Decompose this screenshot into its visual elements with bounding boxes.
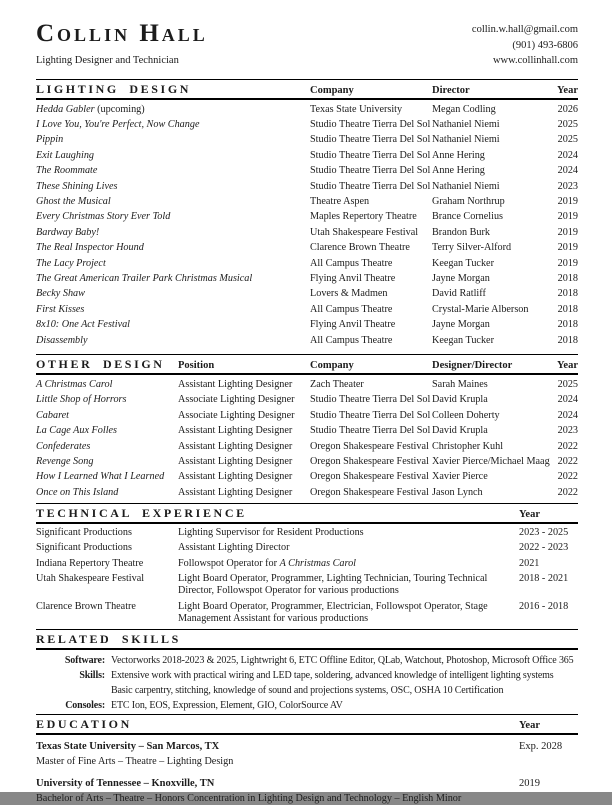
year-cell: 2018 xyxy=(557,319,578,331)
director-cell: Jayne Morgan xyxy=(432,272,490,284)
description-text: Assistant Lighting Director xyxy=(178,542,290,554)
table-row xyxy=(36,333,578,348)
skills-row xyxy=(36,684,578,697)
contact-block xyxy=(472,20,578,69)
column-header-year: Year xyxy=(519,509,540,521)
company-cell: Studio Theatre Tierra Del Sol xyxy=(310,180,431,192)
technical-experience-section xyxy=(36,503,578,626)
table-row xyxy=(36,194,578,209)
designer-director-cell: David Krupla xyxy=(432,394,488,406)
show-title: The Great American Trailer Park Christmas Musical xyxy=(36,272,253,284)
section-title-related-skills: RELATED SKILLS xyxy=(36,631,181,646)
company-cell: Flying Anvil Theatre xyxy=(310,272,396,284)
table-row xyxy=(36,102,578,117)
degree-text: Master of Fine Arts – Theatre – Lighting Design xyxy=(36,755,234,767)
column-header-year: Year xyxy=(519,719,540,731)
description-text: Light Board Operator, Programmer, Lighting Technician, Touring Technical Director, Followspot Operator for various productions xyxy=(178,572,488,597)
show-title: The Real Inspector Hound xyxy=(36,242,144,254)
table-row xyxy=(36,163,578,178)
institution-name: Texas State University – San Marcos, TX xyxy=(36,740,220,752)
show-note: (upcoming) xyxy=(94,103,145,115)
section-title-technical-experience: TECHNICAL EXPERIENCE xyxy=(36,506,247,521)
director-cell: Keegan Tucker xyxy=(432,257,494,269)
skills-label xyxy=(36,684,105,697)
show-title-cell xyxy=(36,286,310,301)
table-row xyxy=(36,148,578,163)
lighting-design-table xyxy=(36,100,578,349)
related-skills-header-row xyxy=(36,629,578,650)
designer-director-cell: David Krupla xyxy=(432,425,488,437)
table-row xyxy=(36,542,578,555)
table-row xyxy=(36,179,578,194)
company-cell: Theatre Aspen xyxy=(310,195,370,207)
table-row xyxy=(36,485,578,500)
director-cell: Crystal-Marie Alberson xyxy=(432,303,529,315)
table-row xyxy=(36,132,578,147)
position-cell: Assistant Lighting Designer xyxy=(178,379,293,390)
position-cell: Associate Lighting Designer xyxy=(178,394,295,406)
related-skills-section xyxy=(36,629,578,712)
show-title: Pippin xyxy=(36,134,64,146)
description-text: Lighting Supervisor for Resident Productions xyxy=(178,527,364,539)
description-text: Followspot Operator for xyxy=(178,557,280,569)
column-header-company: Company xyxy=(310,360,354,371)
show-title: The Roommate xyxy=(36,165,98,177)
year-cell: 2018 - 2021 xyxy=(519,572,569,584)
skills-text: Extensive work with practical wiring and LED tape, soldering, advanced knowledge of intelligent lighting systems xyxy=(111,669,554,681)
director-cell: Megan Codling xyxy=(432,103,496,115)
description-cell xyxy=(178,573,519,598)
year-cell: 2023 xyxy=(557,180,578,192)
contact-phone: (901) 493-6806 xyxy=(512,39,578,51)
show-title-cell xyxy=(36,117,310,132)
skills-row xyxy=(36,669,578,682)
contact-email: collin.w.hall@gmail.com xyxy=(471,24,578,35)
table-row xyxy=(36,209,578,224)
description-text: Light Board Operator, Programmer, Electrician, Followspot Operator, Stage Management Assistant for various productions xyxy=(178,600,488,625)
company-cell: Utah Shakespeare Festival xyxy=(310,226,419,238)
table-row xyxy=(36,601,578,626)
company-cell: Clarence Brown Theatre xyxy=(310,242,410,254)
company-cell: Oregon Shakespeare Festival xyxy=(310,440,429,452)
show-title-cell xyxy=(36,225,310,240)
table-row xyxy=(36,256,578,271)
company-cell: Oregon Shakespeare Festival xyxy=(310,456,429,468)
education-list xyxy=(36,735,578,805)
education-entry xyxy=(36,777,578,805)
year-cell: 2019 xyxy=(557,226,578,238)
year-cell: 2024 xyxy=(557,394,578,406)
year-cell: 2023 - 2025 xyxy=(519,527,569,539)
column-header-year: Year xyxy=(557,84,578,96)
venue-cell: Significant Productions xyxy=(36,527,132,539)
institution-name: University of Tennessee – Knoxville, TN xyxy=(36,777,215,789)
venue-cell: Clarence Brown Theatre xyxy=(36,600,136,612)
director-cell: David Ratliff xyxy=(432,288,486,300)
show-title-cell xyxy=(36,179,310,194)
technical-experience-table xyxy=(36,524,578,626)
show-title: Becky Shaw xyxy=(36,288,85,300)
year-cell: 2024 xyxy=(557,165,578,177)
year-cell: 2019 xyxy=(557,195,578,207)
education-entry xyxy=(36,740,578,768)
section-title-education: EDUCATION xyxy=(36,716,132,731)
venue-cell: Indiana Repertory Theatre xyxy=(36,557,144,569)
show-title-cell: Cabaret xyxy=(36,409,70,421)
description-show-title: A Christmas Carol xyxy=(279,557,357,569)
year-cell: 2024 xyxy=(557,149,578,161)
description-cell xyxy=(178,601,519,626)
column-header-director: Director xyxy=(432,84,470,96)
year-cell: 2024 xyxy=(557,409,578,421)
designer-director-cell: Xavier Pierce xyxy=(432,471,488,483)
show-title-cell xyxy=(36,163,310,178)
education-header-row xyxy=(36,714,578,735)
year-cell: 2019 xyxy=(557,242,578,254)
show-title-cell xyxy=(36,132,310,147)
technical-experience-header-row xyxy=(36,503,578,524)
show-title: Ghost the Musical xyxy=(36,195,111,207)
table-row xyxy=(36,317,578,332)
company-cell: Studio Theatre Tierra Del Sol xyxy=(310,149,431,161)
director-cell: Brandon Burk xyxy=(432,226,491,238)
company-cell: Studio Theatre Tierra Del Sol xyxy=(310,134,431,146)
show-title-cell: Confederates xyxy=(36,440,91,452)
show-title-cell xyxy=(36,240,310,255)
table-row xyxy=(36,558,578,571)
show-title: Bardway Baby! xyxy=(36,226,100,238)
year-cell: 2019 xyxy=(557,257,578,269)
company-cell: Studio Theatre Tierra Del Sol xyxy=(310,394,431,406)
designer-director-cell: Xavier Pierce/Michael Maag xyxy=(432,456,550,468)
position-cell: Assistant Lighting Designer xyxy=(178,425,293,437)
venue-cell: Significant Productions xyxy=(36,542,132,554)
table-row xyxy=(36,240,578,255)
company-cell: Maples Repertory Theatre xyxy=(310,211,417,223)
skills-text: ETC Ion, EOS, Expression, Element, GIO, ColorSource AV xyxy=(111,699,343,711)
show-title: Hedda Gabler xyxy=(36,103,95,115)
show-title-cell: Revenge Song xyxy=(36,456,94,468)
director-cell: Brance Cornelius xyxy=(432,211,504,223)
person-name: Collin Hall xyxy=(36,20,208,47)
column-header-position: Position xyxy=(178,360,215,371)
other-design-table xyxy=(36,375,578,500)
table-row xyxy=(36,117,578,132)
show-title: 8x10: One Act Festival xyxy=(36,319,131,331)
description-cell xyxy=(178,527,519,540)
degree-text: Bachelor of Arts – Theatre – Honors Concentration in Lighting Design and Technology – English Minor xyxy=(36,792,462,804)
show-title: The Lacy Project xyxy=(36,257,106,269)
position-cell: Assistant Lighting Designer xyxy=(178,440,293,452)
show-title: I Love You, You're Perfect, Now Change xyxy=(36,118,200,130)
show-title-cell xyxy=(36,271,310,286)
table-row xyxy=(36,408,578,423)
company-cell: Lovers & Madmen xyxy=(310,288,388,300)
identity-block xyxy=(36,20,208,66)
designer-director-cell: Sarah Maines xyxy=(432,379,488,390)
year-cell: 2016 - 2018 xyxy=(519,600,569,612)
related-skills-list xyxy=(36,650,578,712)
show-title: These Shining Lives xyxy=(36,180,118,192)
column-header-company: Company xyxy=(310,84,354,96)
position-cell: Assistant Lighting Designer xyxy=(178,486,293,498)
table-row xyxy=(36,469,578,484)
table-row xyxy=(36,439,578,454)
director-cell: Nathaniel Niemi xyxy=(432,180,500,192)
show-title: Exit Laughing xyxy=(36,149,95,161)
column-header-year: Year xyxy=(557,360,578,371)
skills-label: Skills: xyxy=(79,669,105,681)
show-title-cell: La Cage Aux Folles xyxy=(36,425,118,437)
venue-cell: Utah Shakespeare Festival xyxy=(36,572,145,584)
year-cell: 2025 xyxy=(557,118,578,130)
year-cell: 2018 xyxy=(557,288,578,300)
table-row xyxy=(36,392,578,407)
show-title-cell xyxy=(36,194,310,209)
description-cell xyxy=(178,558,519,571)
director-cell: Anne Hering xyxy=(432,149,485,161)
year-cell: 2018 xyxy=(557,303,578,315)
year-cell: 2023 xyxy=(557,425,578,437)
table-row xyxy=(36,423,578,438)
show-title-cell xyxy=(36,317,310,332)
show-title-cell xyxy=(36,302,310,317)
table-row xyxy=(36,454,578,469)
company-cell: Studio Theatre Tierra Del Sol xyxy=(310,118,431,130)
year-cell: 2019 xyxy=(557,211,578,223)
designer-director-cell: Jason Lynch xyxy=(432,486,483,498)
position-cell: Assistant Lighting Designer xyxy=(178,471,293,483)
director-cell: Terry Silver-Alford xyxy=(432,242,512,254)
director-cell: Jayne Morgan xyxy=(432,319,490,331)
company-cell: All Campus Theatre xyxy=(310,257,393,269)
contact-website: www.collinhall.com xyxy=(492,55,578,66)
skills-label: Software: xyxy=(64,654,105,666)
lighting-design-section xyxy=(36,79,578,349)
director-cell: Nathaniel Niemi xyxy=(432,134,500,146)
show-title: Disassembly xyxy=(36,334,88,346)
section-title-other-design: OTHER DESIGN xyxy=(36,357,165,371)
show-title-cell xyxy=(36,209,310,224)
company-cell: Studio Theatre Tierra Del Sol xyxy=(310,425,431,437)
show-title-cell: How I Learned What I Learned xyxy=(36,471,165,483)
column-header-designer-director: Designer/Director xyxy=(432,360,513,371)
table-row xyxy=(36,573,578,598)
resume-header xyxy=(36,20,578,69)
director-cell: Nathaniel Niemi xyxy=(432,118,500,130)
company-cell: Flying Anvil Theatre xyxy=(310,319,396,331)
skills-row xyxy=(36,654,578,667)
year-cell: 2022 xyxy=(557,486,578,498)
skills-text: Vectorworks 2018-2023 & 2025, Lightwright 6, ETC Offline Editor, QLab, Watchout, Photoshop, Microsoft Office 365 xyxy=(111,654,574,666)
company-cell: Studio Theatre Tierra Del Sol xyxy=(310,165,431,177)
lighting-design-header-row xyxy=(36,79,578,100)
company-cell: Zach Theater xyxy=(310,379,364,390)
year-cell: 2021 xyxy=(519,557,540,569)
show-title: First Kisses xyxy=(36,303,85,315)
show-title-cell: Little Shop of Horrors xyxy=(36,394,127,406)
year-cell: 2026 xyxy=(557,103,578,115)
table-row xyxy=(36,225,578,240)
designer-director-cell: Colleen Doherty xyxy=(432,409,500,421)
position-cell: Associate Lighting Designer xyxy=(178,409,295,421)
other-design-header-row xyxy=(36,354,578,375)
show-title-cell xyxy=(36,102,310,117)
position-cell: Assistant Lighting Designer xyxy=(178,456,293,468)
year-cell: 2018 xyxy=(557,272,578,284)
designer-director-cell: Christopher Kuhl xyxy=(432,440,504,452)
skills-text: Basic carpentry, stitching, knowledge of sound and projections systems, OSC, OSHA 10 Certification xyxy=(111,684,504,696)
company-cell: Oregon Shakespeare Festival xyxy=(310,471,429,483)
show-title-cell: A Christmas Carol xyxy=(36,379,113,390)
education-section xyxy=(36,714,578,805)
year-cell: 2025 xyxy=(557,379,578,390)
education-year: Exp. 2028 xyxy=(519,740,563,752)
company-cell: All Campus Theatre xyxy=(310,303,393,315)
other-design-section xyxy=(36,354,578,500)
show-title-cell xyxy=(36,256,310,271)
director-cell: Anne Hering xyxy=(432,165,485,177)
year-cell: 2022 - 2023 xyxy=(519,542,569,554)
year-cell: 2022 xyxy=(557,471,578,483)
company-cell: Oregon Shakespeare Festival xyxy=(310,486,429,498)
company-cell: All Campus Theatre xyxy=(310,334,393,346)
job-subtitle: Lighting Designer and Technician xyxy=(36,55,179,66)
table-row xyxy=(36,527,578,540)
description-cell xyxy=(178,542,519,555)
education-year: 2019 xyxy=(519,777,540,789)
table-row xyxy=(36,286,578,301)
company-cell: Studio Theatre Tierra Del Sol xyxy=(310,409,431,421)
table-row xyxy=(36,302,578,317)
show-title-cell: Once on This Island xyxy=(36,486,119,498)
table-row xyxy=(36,271,578,286)
director-cell: Keegan Tucker xyxy=(432,334,494,346)
company-cell: Texas State University xyxy=(310,103,403,115)
show-title: Every Christmas Story Ever Told xyxy=(36,211,171,223)
section-title-lighting-design: LIGHTING DESIGN xyxy=(36,81,192,96)
show-title-cell xyxy=(36,333,310,348)
show-title-cell xyxy=(36,148,310,163)
year-cell: 2022 xyxy=(557,440,578,452)
table-row xyxy=(36,377,578,392)
director-cell: Graham Northrup xyxy=(432,195,505,207)
year-cell: 2025 xyxy=(557,134,578,146)
year-cell: 2022 xyxy=(557,456,578,468)
skills-label: Consoles: xyxy=(65,699,105,711)
year-cell: 2018 xyxy=(557,334,578,346)
skills-row xyxy=(36,699,578,712)
